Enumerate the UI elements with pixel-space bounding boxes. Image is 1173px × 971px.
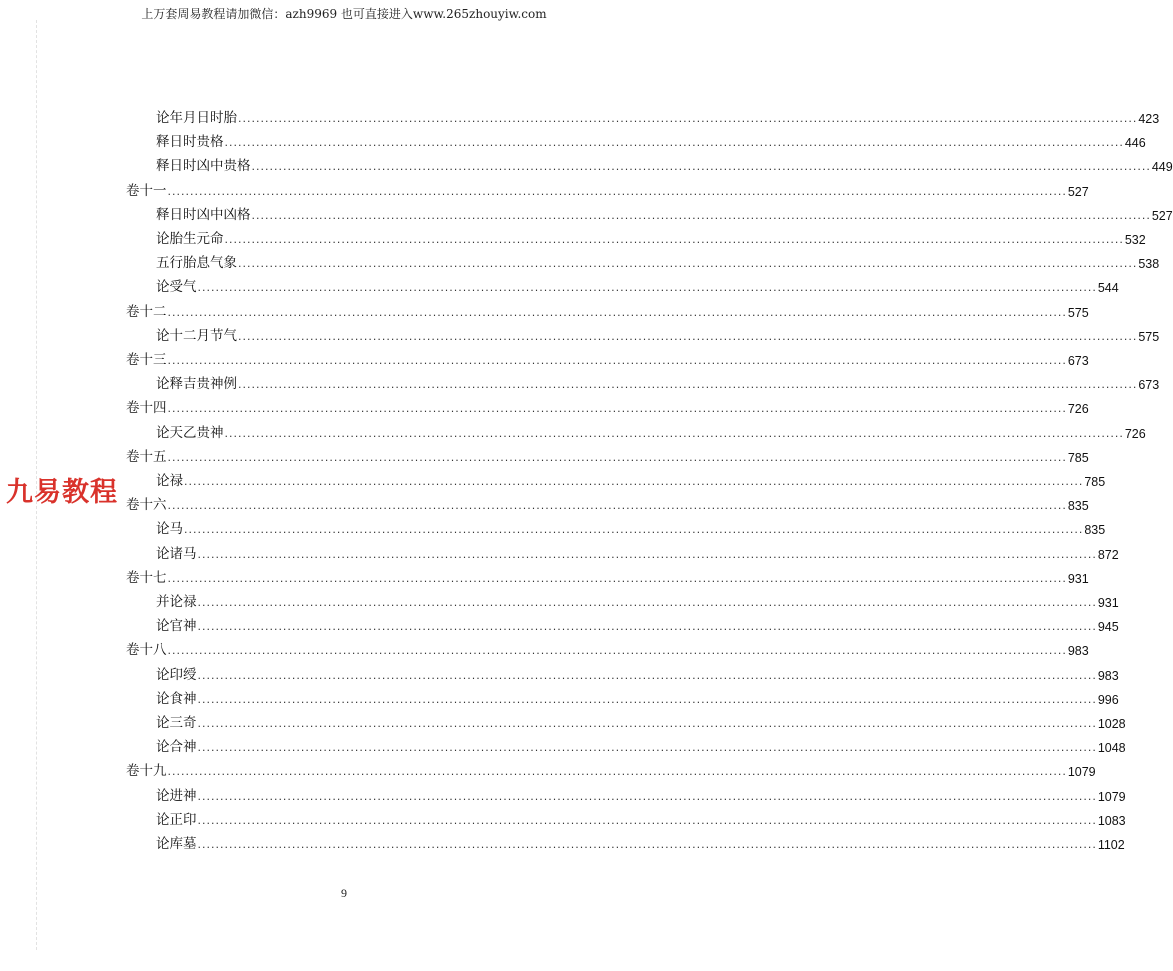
toc-entry-page: 538 — [1138, 257, 1160, 272]
toc-entry-title: 论十二月节气 — [156, 327, 237, 344]
toc-section-row[interactable] — [156, 707, 1126, 731]
toc-entry-title: 卷十一 — [126, 182, 167, 199]
toc-entry-page: 996 — [1097, 692, 1119, 707]
toc-entry-page: 785 — [1067, 450, 1089, 465]
toc-entry-title: 论胎生元命 — [156, 231, 224, 247]
toc-chapter-row[interactable] — [126, 392, 1089, 417]
toc-section-row[interactable] — [156, 828, 1125, 852]
toc-entry-title: 卷十六 — [126, 497, 167, 514]
toc-entry-page: 1079 — [1067, 765, 1096, 780]
toc-entry-title: 论官神 — [156, 618, 197, 635]
toc-entry-title: 论年月日时胎 — [156, 110, 237, 126]
page-header: 上万套周易教程请加微信：azh9969 也可直接进入www.265zhouyiw.com — [141, 7, 547, 21]
dot-leader: ........................................................................................................................................................................................................ — [224, 233, 1124, 246]
dot-leader: ........................................................................................................................................................................................................ — [167, 184, 1067, 198]
dot-leader: ........................................................................................................................................................................................................ — [167, 450, 1067, 464]
toc-entry-title: 卷十九 — [126, 763, 167, 780]
toc-entry-title: 论进神 — [156, 787, 197, 804]
dot-leader: ........................................................................................................................................................................................................ — [197, 668, 1097, 682]
toc-section-row[interactable] — [156, 126, 1146, 151]
dot-leader: ........................................................................................................................................................................................................ — [167, 765, 1067, 779]
dot-leader: ........................................................................................................................................................................................................ — [238, 329, 1138, 343]
dot-leader: ........................................................................................................................................................................................................ — [197, 789, 1097, 803]
toc-entry-page: 726 — [1124, 426, 1146, 441]
dot-leader: ........................................................................................................................................................................................................ — [197, 741, 1097, 755]
toc-entry-title: 论印绶 — [156, 666, 197, 683]
toc-section-row[interactable] — [156, 102, 1160, 126]
toc-entry-title: 论库墓 — [156, 836, 197, 852]
dot-leader: ........................................................................................................................................................................................................ — [167, 354, 1067, 367]
toc-entry-page: 785 — [1084, 475, 1106, 489]
toc-section-row[interactable] — [156, 247, 1160, 272]
toc-entry-page: 726 — [1067, 402, 1089, 417]
dot-leader: ........................................................................................................................................................................................................ — [197, 717, 1097, 730]
toc-entry-page: 983 — [1067, 644, 1089, 659]
toc-entry-title: 论三奇 — [156, 715, 197, 731]
dot-leader: ........................................................................................................................................................................................................ — [197, 281, 1097, 295]
toc-chapter-row[interactable] — [126, 344, 1089, 368]
toc-entry-title: 论释吉贵神例 — [156, 376, 237, 393]
dot-leader: ........................................................................................................................................................................................................ — [167, 402, 1067, 416]
toc-entry-page: 1048 — [1097, 741, 1126, 756]
toc-entry-title: 五行胎息气象 — [156, 255, 237, 272]
toc-entry-title: 释日时凶中贵格 — [156, 158, 251, 175]
dot-leader: ........................................................................................................................................................................................................ — [197, 838, 1097, 851]
toc-entry-page: 527 — [1151, 208, 1173, 223]
dot-leader: ........................................................................................................................................................................................................ — [167, 571, 1067, 585]
toc-section-row[interactable] — [156, 610, 1119, 635]
toc-entry-page: 446 — [1124, 136, 1146, 151]
toc-entry-title: 论马 — [156, 521, 183, 538]
toc-entry-page: 835 — [1067, 499, 1089, 514]
toc-entry-title: 卷十五 — [126, 448, 167, 465]
toc-entry-page: 449 — [1151, 160, 1173, 175]
dot-leader: ........................................................................................................................................................................................................ — [224, 136, 1124, 150]
toc-entry-title: 卷十二 — [126, 303, 167, 320]
toc-section-row[interactable] — [156, 538, 1119, 562]
dot-leader: ........................................................................................................................................................................................................ — [224, 426, 1124, 440]
toc-section-row[interactable] — [156, 271, 1119, 296]
dot-leader: ........................................................................................................................................................................................................ — [197, 620, 1097, 634]
toc-entry-page: 544 — [1097, 281, 1119, 296]
dot-leader: ........................................................................................................................................................................................................ — [238, 378, 1138, 392]
dot-leader: ........................................................................................................................................................................................................ — [197, 692, 1097, 706]
toc-section-row[interactable] — [156, 513, 1106, 538]
toc-section-row[interactable] — [156, 586, 1119, 610]
toc-entry-title: 释日时贵格 — [156, 134, 224, 151]
toc-entry-page: 575 — [1138, 329, 1160, 344]
dot-leader: ........................................................................................................................................................................................................ — [251, 208, 1151, 222]
toc-section-row[interactable] — [156, 731, 1126, 756]
toc-entry-page: 872 — [1097, 547, 1119, 562]
toc-entry-page: 423 — [1138, 112, 1160, 126]
toc-entry-page: 1028 — [1097, 717, 1126, 731]
toc-entry-page: 1102 — [1097, 838, 1125, 852]
toc-chapter-row[interactable] — [126, 489, 1089, 514]
toc-entry-title: 卷十八 — [126, 642, 167, 659]
toc-entry-page: 532 — [1124, 233, 1146, 247]
dot-leader: ........................................................................................................................................................................................................ — [167, 305, 1067, 319]
toc-chapter-row[interactable] — [126, 296, 1089, 320]
toc-section-row[interactable] — [156, 780, 1126, 804]
toc-entry-title: 论禄 — [156, 473, 183, 489]
toc-section-row[interactable] — [156, 368, 1160, 393]
toc-entry-title: 卷十三 — [126, 352, 167, 368]
toc-section-row[interactable] — [156, 804, 1126, 828]
dot-leader: ........................................................................................................................................................................................................ — [197, 547, 1097, 561]
toc-entry-page: 931 — [1067, 571, 1089, 586]
dot-leader: ........................................................................................................................................................................................................ — [251, 160, 1151, 174]
toc-entry-page: 945 — [1097, 620, 1119, 635]
dot-leader: ........................................................................................................................................................................................................ — [167, 644, 1067, 658]
toc-entry-title: 卷十七 — [126, 569, 167, 586]
toc-entry-title: 论正印 — [156, 811, 197, 828]
toc-section-row[interactable] — [156, 320, 1160, 344]
toc-entry-title: 释日时凶中凶格 — [156, 206, 251, 223]
toc-entry-page: 575 — [1067, 305, 1089, 320]
toc-entry-title: 论诸马 — [156, 545, 197, 562]
page-number: 9 — [341, 886, 347, 900]
toc-entry-page: 1083 — [1097, 813, 1126, 828]
toc-chapter-row[interactable] — [126, 562, 1089, 586]
toc-entry-title: 论合神 — [156, 739, 197, 756]
toc-entry-title: 论受气 — [156, 279, 197, 296]
toc-entry-page: 673 — [1138, 378, 1160, 393]
toc-section-row[interactable] — [156, 223, 1146, 247]
toc-entry-title: 并论禄 — [156, 594, 197, 610]
dot-leader: ........................................................................................................................................................................................................ — [184, 523, 1084, 537]
toc-entry-page: 673 — [1067, 354, 1089, 368]
dot-leader: ........................................................................................................................................................................................................ — [238, 257, 1138, 271]
toc-section-row[interactable] — [156, 199, 1173, 223]
toc-entry-title: 卷十四 — [126, 400, 167, 417]
toc-entry-page: 527 — [1067, 184, 1089, 199]
toc-chapter-row[interactable] — [126, 634, 1089, 659]
dot-leader: ........................................................................................................................................................................................................ — [197, 596, 1097, 609]
toc-section-row[interactable] — [156, 150, 1173, 175]
toc-section-row[interactable] — [156, 465, 1106, 489]
toc-section-row[interactable] — [156, 659, 1119, 683]
toc-entry-page: 983 — [1097, 668, 1119, 683]
toc-entry-page: 1079 — [1097, 789, 1126, 804]
dot-leader: ........................................................................................................................................................................................................ — [238, 112, 1138, 125]
toc-section-row[interactable] — [156, 683, 1119, 707]
toc-entry-page: 931 — [1097, 596, 1119, 610]
toc-entry-title: 论天乙贵神 — [156, 424, 224, 441]
toc-chapter-row[interactable] — [126, 175, 1089, 199]
toc-section-row[interactable] — [156, 417, 1146, 441]
toc-entry-page: 835 — [1084, 523, 1106, 538]
dot-leader: ........................................................................................................................................................................................................ — [167, 499, 1067, 513]
toc-chapter-row[interactable] — [126, 441, 1089, 465]
toc-chapter-row[interactable] — [126, 755, 1096, 780]
dot-leader: ........................................................................................................................................................................................................ — [184, 475, 1084, 488]
watermark: 九易教程 — [6, 477, 118, 508]
toc-entry-title: 论食神 — [156, 690, 197, 707]
dot-leader: ........................................................................................................................................................................................................ — [197, 813, 1097, 827]
